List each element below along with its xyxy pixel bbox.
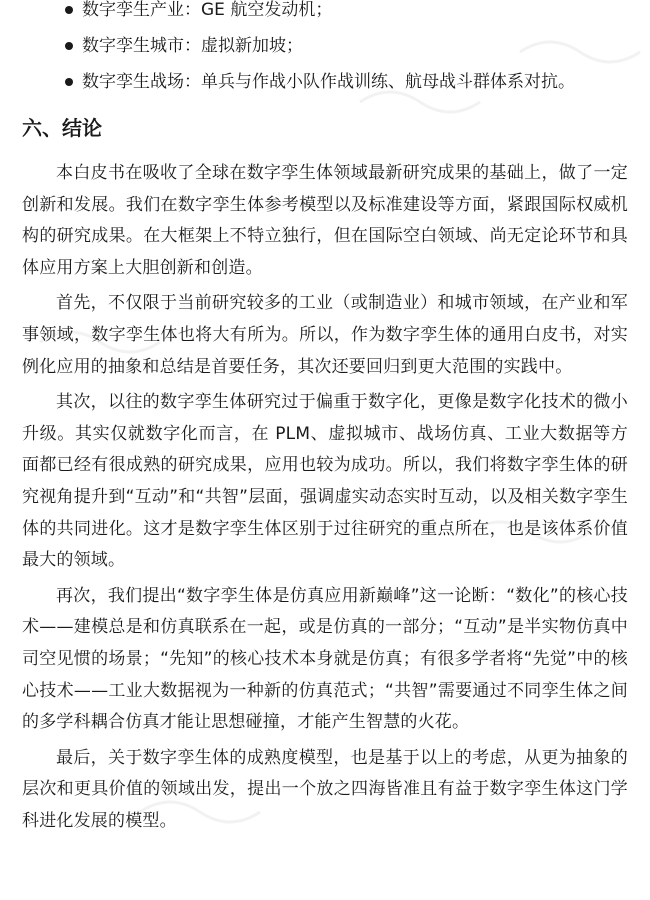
bullet-value: 单兵与作战小队作战训练、航母战斗群体系对抗。	[201, 72, 575, 92]
bullet-list	[22, 0, 628, 100]
bullet-item	[22, 64, 628, 100]
section-title: 六、结论	[22, 116, 102, 140]
bullet-dot-icon	[65, 6, 73, 14]
paragraph: 其次，以往的数字孪生体研究过于偏重于数字化，更像是数字化技术的微小升级。其实仅就数字化而言，在 PLM、虚拟城市、战场仿真、工业大数据等方面都已经有很成熟的研究成果，应用也较为成功。所以，我们将数字孪生体的研究视角提升到“互动”和“共智”层面，强调虚实动态实时互动，以及相关数字孪生体的共同进化。这才是数字孪生体区别于过往研究的重点所在，也是该体系价值最大的领域。	[22, 392, 628, 571]
bullet-label: 数字孪生产业：	[82, 0, 201, 20]
bullet-dot-icon	[65, 42, 73, 50]
bullet-dot-icon	[65, 78, 73, 86]
bullet-item	[22, 28, 628, 64]
paragraph: 首先，不仅限于当前研究较多的工业（或制造业）和城市领域，在产业和军事领域，数字孪生体也将大有所为。所以，作为数字孪生体的通用白皮书，对实例化应用的抽象和总结是首要任务，其次还要回归到更大范围的实践中。	[22, 293, 628, 377]
bullet-value: 虚拟新加坡；	[201, 36, 303, 56]
bullet-value: GE 航空发动机；	[201, 0, 333, 20]
paragraph: 本白皮书在吸收了全球在数字孪生体领域最新研究成果的基础上，做了一定创新和发展。我们在数字孪生体参考模型以及标准建设等方面，紧跟国际权威机构的研究成果。在大框架上不特立独行，但在国际空白领域、尚无定论环节和具体应用方案上大胆创新和创造。	[22, 163, 628, 278]
bullet-label: 数字孪生战场：	[82, 72, 201, 92]
paragraph: 最后，关于数字孪生体的成熟度模型，也是基于以上的考虑，从更为抽象的层次和更具价值的领域出发，提出一个放之四海皆准且有益于数字孪生体这门学科进化发展的模型。	[22, 747, 628, 831]
bullet-label: 数字孪生城市：	[82, 36, 201, 56]
bullet-item	[22, 0, 628, 28]
paragraph: 再次，我们提出“数字孪生体是仿真应用新巅峰”这一论断：“数化”的核心技术——建模总是和仿真联系在一起，或是仿真的一部分；“互动”是半实物仿真中司空见惯的场景；“先知”的核心技术本身就是仿真；有很多学者将“先觉”中的核心技术——工业大数据视为一种新的仿真范式；“共智”需要通过不同孪生体之间的多学科耦合仿真才能让思想碰撞，才能产生智慧的火花。	[22, 585, 628, 733]
